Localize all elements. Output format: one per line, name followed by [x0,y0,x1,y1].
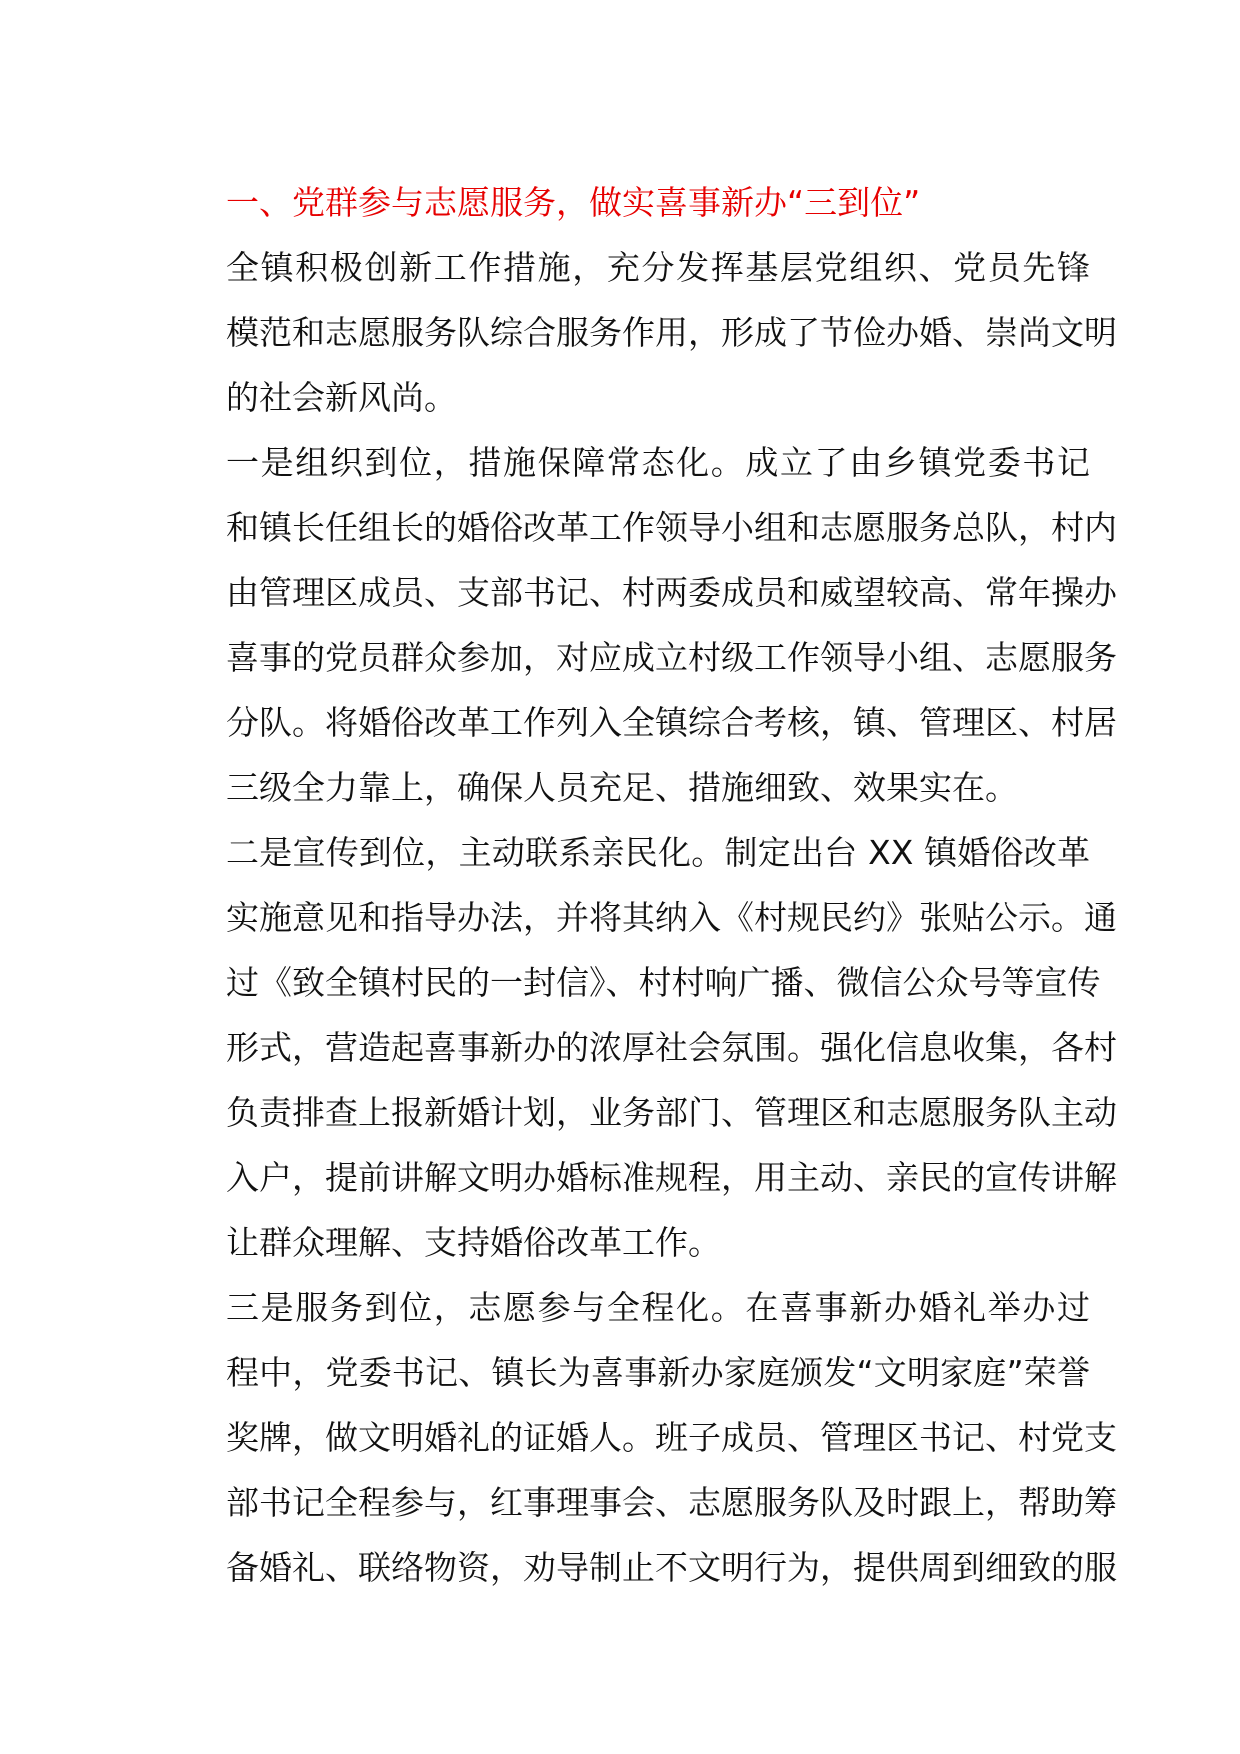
paragraph-line: 过《致全镇村民的一封信》、村村响广播、微信公众号等宣传 [226,963,1101,1002]
paragraph-intro [160,235,1117,430]
paragraph-line: 全镇积极创新工作措施，充分发挥基层党组织、党员先锋 [226,248,1090,287]
paragraph-line: 负责排查上报新婚计划，业务部门、管理区和志愿服务队主动 [226,1093,1117,1132]
paragraph-line: 喜事的党员群众参加，对应成立村级工作领导小组、志愿服务 [226,638,1117,677]
paragraph-line: 入户，提前讲解文明办婚标准规程，用主动、亲民的宣传讲解 [226,1158,1117,1197]
paragraph-line: 模范和志愿服务队综合服务作用，形成了节俭办婚、崇尚文明 [226,313,1117,352]
paragraph-organization [160,430,1117,820]
paragraph-line: 和镇长任组长的婚俗改革工作领导小组和志愿服务总队，村内 [226,508,1117,547]
paragraph-line: 奖牌，做文明婚礼的证婚人。班子成员、管理区书记、村党支 [226,1418,1117,1457]
paragraph-line: 分队。将婚俗改革工作列入全镇综合考核，镇、管理区、村居 [226,703,1117,742]
paragraph-line: 形式，营造起喜事新办的浓厚社会氛围。强化信息收集，各村 [226,1028,1117,1067]
document-body [160,170,1117,1600]
paragraph-line: 由管理区成员、支部书记、村两委成员和威望较高、常年操办 [226,573,1117,612]
paragraph-publicity [160,820,1117,1275]
paragraph-line: 备婚礼、联络物资，劝导制止不文明行为，提供周到细致的服 [226,1548,1117,1587]
paragraph-line: 的社会新风尚。 [226,378,457,417]
section-heading: 一、党群参与志愿服务，做实喜事新办“三到位” [226,183,921,222]
paragraph-line: 部书记全程参与，红事理事会、志愿服务队及时跟上，帮助筹 [226,1483,1117,1522]
paragraph-line: 三级全力靠上，确保人员充足、措施细致、效果实在。 [226,768,1018,807]
paragraph-service [160,1275,1117,1600]
paragraph-line: 实施意见和指导办法，并将其纳入《村规民约》张贴公示。通 [226,898,1117,937]
paragraph-line: 程中，党委书记、镇长为喜事新办家庭颁发“文明家庭”荣誉 [226,1353,1090,1392]
paragraph-line: 二是宣传到位，主动联系亲民化。制定出台 XX 镇婚俗改革 [226,833,1090,872]
paragraph-line: 让群众理解、支持婚俗改革工作。 [226,1223,721,1262]
paragraph-line: 三是服务到位，志愿参与全程化。在喜事新办婚礼举办过 [226,1288,1090,1327]
paragraph-line: 一是组织到位，措施保障常态化。成立了由乡镇党委书记 [226,443,1090,482]
